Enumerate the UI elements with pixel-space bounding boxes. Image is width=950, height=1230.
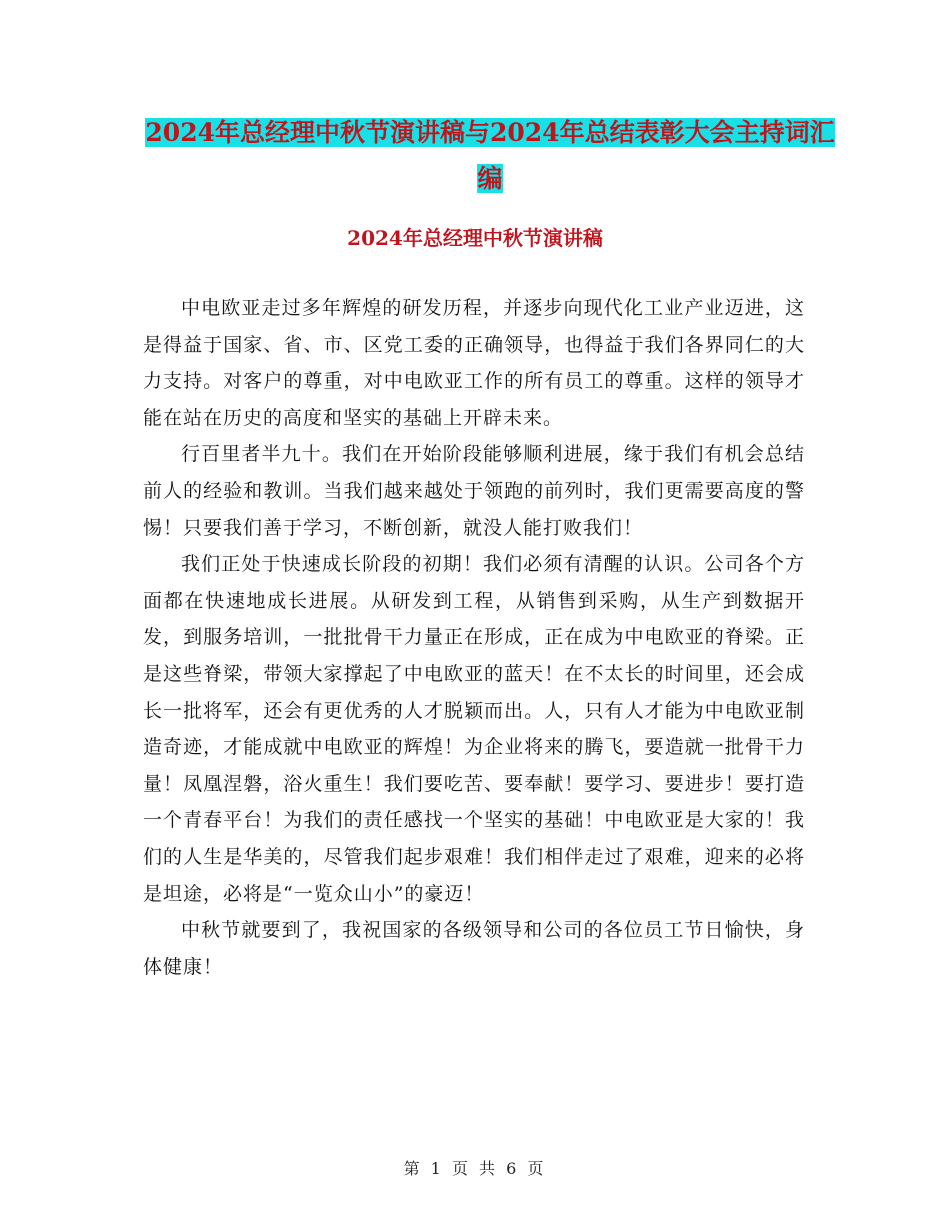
paragraph: 行百里者半九十。我们在开始阶段能够顺利进展，缘于我们有机会总结前人的经验和教训。当我们越来越处于领跑的前列时，我们更需要高度的警惕！只要我们善于学习，不断创新，就没人能打败我们！ — [143, 443, 805, 539]
document-title-text: 2024年总经理中秋节演讲稿与2024年总结表彰大会主持词汇编 — [145, 118, 835, 193]
document-body — [143, 290, 805, 985]
paragraph: 中秋节就要到了，我祝国家的各级领导和公司的各位员工节日愉快，身体健康！ — [143, 919, 805, 978]
document-title — [140, 110, 840, 202]
section-title: 2024年总经理中秋节演讲稿 — [347, 226, 603, 250]
paragraph: 中电欧亚走过多年辉煌的研发历程，并逐步向现代化工业产业迈进，这是得益于国家、省、市、区党工委的正确领导，也得益于我们各界同仁的大力支持。对客户的尊重，对中电欧亚工作的所有员工的尊重。这样的领导才能在站在历史的高度和坚实的基础上开辟未来。 — [143, 297, 805, 429]
page-footer: 第 1 页 共 6 页 — [403, 1159, 547, 1178]
paragraph: 我们正处于快速成长阶段的初期！我们必须有清醒的认识。公司各个方面都在快速地成长进展。从研发到工程，从销售到采购，从生产到数据开发，到服务培训，一批批骨干力量正在形成，正在成为中电欧亚的脊梁。正是这些脊梁，带领大家撑起了中电欧亚的蓝天！在不太长的时间里，还会成长一批将军，还会有更优秀的人才脱颖而出。人，只有人才能为中电欧亚制造奇迹，才能成就中电欧亚的辉煌！为企业将来的腾飞，要造就一批骨干力量！凤凰涅磐，浴火重生！我们要吃苦、要奉献！要学习、要进步！要打造一个青春平台！为我们的责任感找一个坚实的基础！中电欧亚是大家的！我们的人生是华美的，尽管我们起步艰难！我们相伴走过了艰难，迎来的必将是坦途，必将是“一览众山小”的豪迈！ — [143, 553, 805, 905]
